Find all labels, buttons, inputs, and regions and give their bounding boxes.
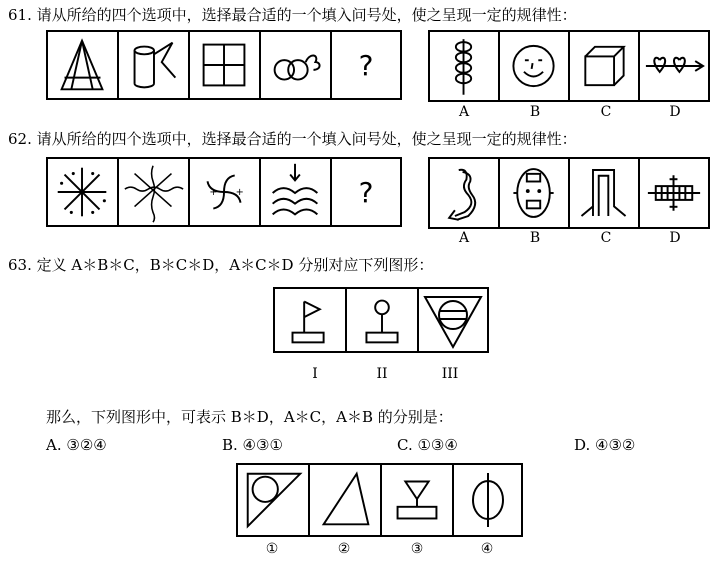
q63-option-3-label: ③ <box>410 541 424 557</box>
q62-figure-4 <box>261 159 332 225</box>
q61-options-strip <box>428 30 710 102</box>
q63-choice-c: C. ①③④ <box>397 436 458 454</box>
q62-question-mark: ? <box>358 175 374 209</box>
svg-text:+: + <box>235 186 244 198</box>
q63-option-1-figure <box>238 465 310 535</box>
q63-figure-ii <box>347 289 419 351</box>
q63-figure-i <box>275 289 347 351</box>
q63-option-4-figure <box>454 465 521 535</box>
q63-definition-strip <box>273 287 489 353</box>
q61-figure-1 <box>48 32 119 98</box>
q63-option-4-label: ④ <box>480 541 494 557</box>
q61-figure-3 <box>190 32 261 98</box>
q62-option-a-figure <box>430 159 500 227</box>
q62-option-b-figure <box>500 159 570 227</box>
q61-question-text: 61. 请从所给的四个选项中，选择最合适的一个填入问号处，使之呈现一定的规律性： <box>8 6 577 24</box>
q63-subquestion-text: 那么，下列图形中，可表示 B＊D，A＊C，A＊B 的分别是： <box>46 408 453 426</box>
q63-choice-b: B. ④③① <box>222 436 283 454</box>
q61-question-mark: ? <box>358 48 374 82</box>
q62-sequence-strip <box>46 157 402 227</box>
q62-figure-1 <box>48 159 119 225</box>
q62-option-a-label: A <box>458 230 470 246</box>
q62-option-d-figure <box>640 159 708 227</box>
q61-option-d-label: D <box>669 104 681 120</box>
q61-figure-4 <box>261 32 332 98</box>
q61-option-c-figure <box>570 32 640 100</box>
q61-option-a-figure <box>430 32 500 100</box>
q62-option-d-label: D <box>669 230 681 246</box>
q63-label-ii: II <box>376 366 388 382</box>
q62-question-text: 62. 请从所给的四个选项中，选择最合适的一个填入问号处，使之呈现一定的规律性： <box>8 130 577 148</box>
q62-options-strip <box>428 157 710 229</box>
q63-option-2-label: ② <box>337 541 351 557</box>
q63-question-text: 63. 定义 A＊B＊C，B＊C＊D，A＊C＊D 分别对应下列图形： <box>8 256 434 274</box>
q63-option-1-label: ① <box>265 541 279 557</box>
q62-figure-3 <box>190 159 261 225</box>
q63-label-iii: III <box>441 366 459 382</box>
q63-label-i: I <box>312 366 318 382</box>
q62-figure-2 <box>119 159 190 225</box>
q61-question-cell <box>332 32 400 98</box>
q63-figure-iii <box>419 289 487 351</box>
q62-option-c-figure <box>570 159 640 227</box>
q61-sequence-strip <box>46 30 402 100</box>
q63-choice-a: A. ③②④ <box>46 436 107 454</box>
q61-option-b-label: B <box>529 104 541 120</box>
q61-figure-2 <box>119 32 190 98</box>
q62-option-c-label: C <box>600 230 612 246</box>
q63-choice-d: D. ④③② <box>574 436 636 454</box>
q61-option-d-figure <box>640 32 708 100</box>
q61-option-c-label: C <box>600 104 612 120</box>
q62-option-b-label: B <box>529 230 541 246</box>
q61-option-a-label: A <box>458 104 470 120</box>
q61-option-b-figure <box>500 32 570 100</box>
svg-text:+: + <box>209 186 218 198</box>
q62-question-cell <box>332 159 400 225</box>
q63-options-strip <box>236 463 523 537</box>
q63-option-2-figure <box>310 465 382 535</box>
q63-option-3-figure <box>382 465 454 535</box>
